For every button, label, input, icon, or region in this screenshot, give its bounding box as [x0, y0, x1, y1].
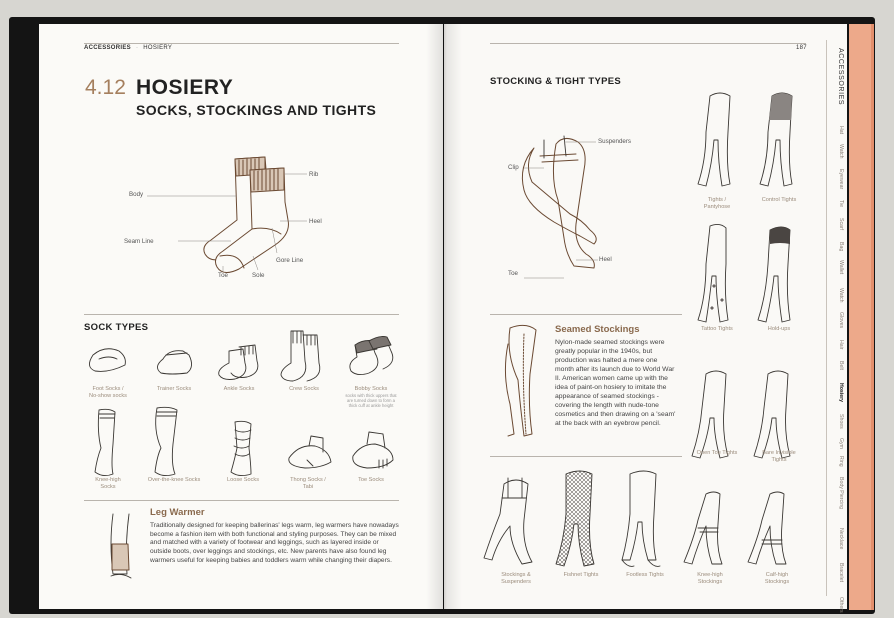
label-toe-socks: Toe Socks: [358, 477, 384, 483]
label-trainer-socks: Trainer Socks: [156, 386, 192, 392]
label-knee-high-socks: Knee-high Socks: [95, 477, 121, 490]
top-rule-right: [490, 43, 806, 44]
chapter-sidebar: [826, 40, 844, 613]
chapter-number: 4.12: [85, 76, 126, 99]
label-loose-socks: Loose Socks: [226, 477, 260, 483]
tights-pantyhose-drawing: [698, 93, 730, 186]
hold-ups-drawing: [758, 227, 790, 322]
page-subtitle: SOCKS, STOCKINGS AND TIGHTS: [136, 102, 377, 118]
sidebar-item-wallet-6[interactable]: Wallet: [838, 260, 844, 275]
running-head-separator: ·: [135, 45, 139, 51]
sidebar-item-bag-5[interactable]: Bag: [838, 242, 844, 252]
note-bobby-socks: socks with thick uppers that are turned down to form a thick cuff at ankle height: [345, 393, 397, 409]
bobby-socks-drawing: [350, 337, 393, 375]
seamed-text: Nylon-made seamed stockings were greatly popular in the 1940s, but production was halted a mere one month after its launch due to World War II. American women came up with the idea of paint-on hosiery to imitate the appearance of seamed stockings - covering the length with nude-tone cosmetics and then drawing on a 'seam' at the back with an eyebrow pencil.: [555, 339, 676, 427]
tattoo-tights-drawing: [698, 224, 728, 322]
label-gore-line: Gore Line: [276, 257, 304, 264]
sidebar-item-hat-0[interactable]: Hat: [838, 126, 844, 135]
calf-high-stockings-drawing: [748, 492, 786, 564]
label-tattoo-tights: Tattoo Tights: [701, 326, 733, 332]
sidebar-item-others-18[interactable]: Others: [838, 597, 844, 613]
leg-warmer-title: Leg Warmer: [150, 507, 205, 518]
sidebar-item-body-piercing-15[interactable]: Body Piercing: [838, 477, 844, 510]
sock-anatomy-diagram: [39, 24, 443, 324]
foot-socks-drawing: [89, 349, 125, 372]
label-toe-stocking: Toe: [508, 270, 518, 277]
sidebar-item-shoes-12[interactable]: Shoes: [838, 413, 844, 429]
sidebar-item-gym-13[interactable]: Gym: [838, 438, 844, 450]
sidebar-item-scarf-4[interactable]: Scarf: [838, 217, 844, 230]
sidebar-item-hair-9[interactable]: Hair: [838, 340, 844, 350]
sidebar-item-watch-1[interactable]: Watch: [838, 144, 844, 159]
bottom-rule: [490, 456, 682, 457]
label-tights-pantyhose: Tights / Pantyhose: [703, 197, 731, 210]
stocking-anatomy-diagram: [444, 104, 644, 284]
page-title: HOSIERY: [136, 76, 234, 99]
stocking-legs-drawing: [522, 136, 596, 268]
fishnet-tights-drawing: [556, 471, 594, 566]
sidebar-item-eyewear-2[interactable]: Eyewear: [838, 168, 844, 189]
knee-high-stockings-drawing: [684, 492, 722, 564]
label-ankle-socks: Ankle Socks: [223, 386, 255, 392]
label-calf-high-stockings: Calf-high Stockings: [764, 572, 790, 585]
label-bobby-socks: Bobby Socks: [354, 386, 388, 392]
open-toe-tights-drawing: [692, 371, 728, 458]
stocking-types-heading: STOCKING & TIGHT TYPES: [490, 76, 621, 87]
sidebar-item-watch-7[interactable]: Watch: [838, 287, 844, 303]
label-clip: Clip: [508, 164, 519, 171]
seamed-title: Seamed Stockings: [555, 324, 640, 335]
sidebar-item-hosiery-11[interactable]: Hosiery: [838, 382, 844, 402]
footless-tights-drawing: [622, 471, 660, 566]
knee-high-socks-drawing: [95, 409, 115, 475]
stockings-suspenders-drawing: [484, 478, 532, 564]
running-head-sub: HOSIERY: [143, 45, 173, 51]
sidebar-item-necklace-16[interactable]: Necklace: [838, 528, 844, 550]
label-foot-socks: Foot Socks / No-show socks: [89, 386, 127, 399]
label-knee-high-stockings: Knee-high Stockings: [697, 572, 723, 585]
seamed-rule: [490, 314, 682, 315]
label-sole: Sole: [252, 272, 265, 279]
sidebar-item-belt-10[interactable]: Belt: [838, 361, 844, 371]
label-control-tights: Control Tights: [761, 197, 797, 203]
leg-warmer-rule: [84, 500, 399, 501]
sock-types-heading: SOCK TYPES: [84, 322, 149, 333]
trainer-socks-drawing: [157, 351, 191, 374]
right-page: [444, 24, 847, 609]
seamed-stockings-drawing: [502, 324, 552, 454]
page-number: 187: [796, 45, 807, 51]
label-heel-stocking: Heel: [599, 256, 612, 263]
label-open-toe-tights: Open Toe Tights: [696, 450, 738, 456]
sidebar-item-bracelet-17[interactable]: Bracelet: [838, 562, 844, 582]
label-over-the-knee-socks: Over-the-knee Socks: [147, 477, 201, 483]
label-stockings-suspenders: Stockings & Suspenders: [501, 572, 531, 585]
ankle-socks-drawing: [219, 345, 258, 380]
toe-socks-drawing: [353, 432, 393, 468]
label-bare-invisible-tights: Bare Invisible Tights: [762, 450, 796, 463]
left-page: [39, 24, 443, 609]
sidebar-item-gloves-8[interactable]: Gloves: [838, 312, 844, 329]
label-thong-socks: Thong Socks / Tabi: [290, 477, 326, 490]
sidebar-title: ACCESSORIES: [837, 48, 844, 106]
sidebar-item-ring-14[interactable]: Ring: [838, 456, 844, 467]
label-crew-socks: Crew Socks: [289, 386, 319, 392]
leg-warmer-drawing: [107, 514, 147, 584]
tights-grid: [684, 84, 834, 484]
leg-warmer-text: Traditionally designed for keeping ballerinas' legs warm, leg warmers have nowadays become a fashion item with both functional and styling purposes. They can be mixed and matched with a variety of footwear and leggings, such as layered inside or outside boots, over leggings and stockings, etc. New parents have also found leg warmers useful for keeping babies and toddlers warm while changing their diapers.: [150, 522, 399, 564]
label-toe: Toe: [218, 272, 228, 279]
page-edges: [849, 24, 874, 610]
label-suspenders: Suspenders: [598, 138, 632, 145]
bare-invisible-tights-drawing: [754, 371, 790, 458]
control-tights-drawing: [760, 93, 792, 186]
bottom-types-row: [444, 464, 844, 574]
thong-socks-drawing: [289, 436, 331, 468]
running-head-section: ACCESSORIES: [84, 45, 131, 51]
label-rib: Rib: [309, 171, 319, 178]
label-footless-tights: Footless Tights: [626, 572, 664, 578]
label-fishnet-tights: Fishnet Tights: [563, 572, 599, 578]
over-the-knee-socks-drawing: [155, 407, 177, 475]
crew-socks-drawing: [281, 331, 320, 381]
label-hold-ups: Hold-ups: [767, 326, 791, 332]
label-heel: Heel: [309, 218, 322, 225]
sock-types-row-2: [39, 408, 443, 488]
sock-types-rule: [84, 314, 399, 315]
label-body: Body: [129, 191, 144, 198]
loose-socks-drawing: [231, 421, 251, 475]
sidebar-item-tie-3[interactable]: Tie: [838, 199, 844, 207]
label-seam-line: Seam Line: [124, 238, 154, 245]
